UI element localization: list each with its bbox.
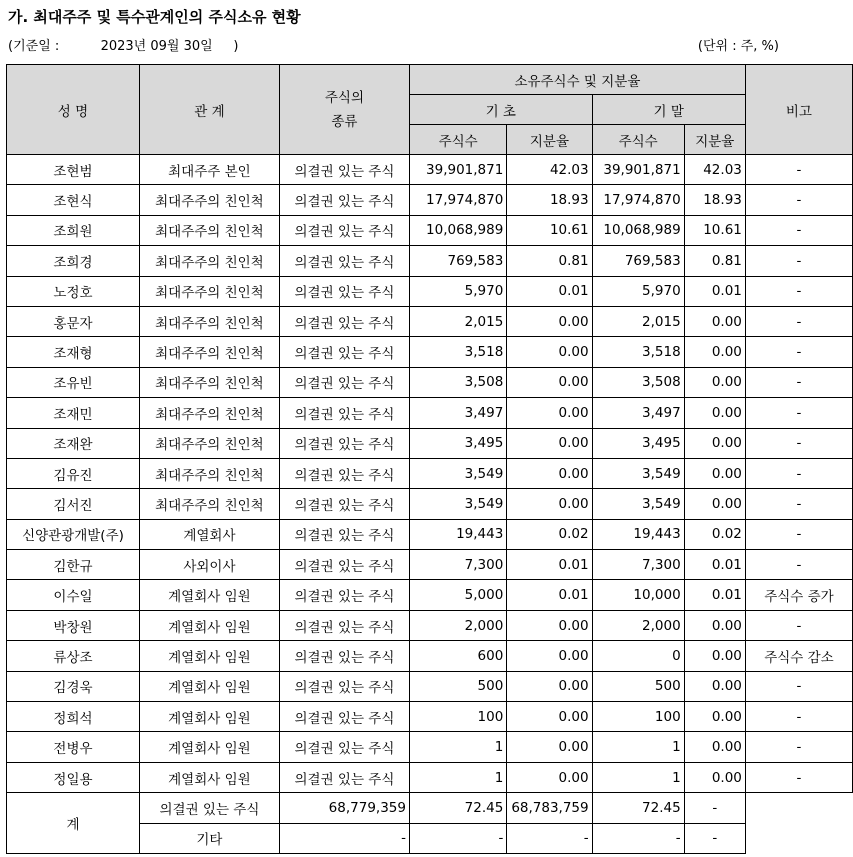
row-note: - (745, 246, 852, 276)
row-end-ratio: 0.01 (684, 580, 745, 610)
row-relation: 최대주주의 친인척 (139, 428, 279, 458)
row-name: 홍문자 (7, 306, 140, 336)
total-end-ratio: - (592, 823, 684, 853)
row-end-ratio: 0.01 (684, 276, 745, 306)
total-note: - (684, 823, 745, 853)
table-row (7, 246, 853, 276)
row-end-shares: 17,974,870 (592, 185, 684, 215)
base-date-label: (기준일 : (8, 39, 60, 54)
header-begin-ratio: 지분율 (507, 125, 592, 155)
row-note: - (745, 337, 852, 367)
row-end-shares: 10,068,989 (592, 215, 684, 245)
row-stock-type: 의결권 있는 주식 (279, 732, 409, 762)
row-stock-type: 의결권 있는 주식 (279, 337, 409, 367)
row-end-shares: 39,901,871 (592, 155, 684, 185)
table-row (7, 306, 853, 336)
row-stock-type: 의결권 있는 주식 (279, 702, 409, 732)
header-begin-shares: 주식수 (409, 125, 506, 155)
header-relation: 관 계 (139, 65, 279, 155)
row-note: - (745, 489, 852, 519)
row-end-ratio: 18.93 (684, 185, 745, 215)
row-begin-shares: 1 (409, 762, 506, 792)
row-name: 조현식 (7, 185, 140, 215)
row-stock-type: 의결권 있는 주식 (279, 762, 409, 792)
table-row (7, 489, 853, 519)
table-row (7, 428, 853, 458)
row-note: - (745, 762, 852, 792)
header-begin: 기 초 (409, 95, 592, 125)
row-begin-shares: 5,000 (409, 580, 506, 610)
row-note: 주식수 증가 (745, 580, 852, 610)
row-end-ratio: 0.02 (684, 519, 745, 549)
page-title: 가. 최대주주 및 특수관계인의 주식소유 현황 (8, 8, 301, 26)
row-begin-shares: 3,549 (409, 458, 506, 488)
table-row (7, 458, 853, 488)
row-note: - (745, 671, 852, 701)
total-end-ratio: 72.45 (592, 793, 684, 823)
unit-label: (단위 : 주, %) (697, 39, 779, 54)
row-stock-type: 의결권 있는 주식 (279, 398, 409, 428)
row-begin-shares: 7,300 (409, 550, 506, 580)
row-begin-shares: 3,495 (409, 428, 506, 458)
row-stock-type: 의결권 있는 주식 (279, 458, 409, 488)
row-relation: 계열회사 임원 (139, 641, 279, 671)
row-begin-ratio: 0.00 (507, 732, 592, 762)
row-end-shares: 2,000 (592, 610, 684, 640)
row-begin-shares: 769,583 (409, 246, 506, 276)
row-note: - (745, 398, 852, 428)
row-relation: 사외이사 (139, 550, 279, 580)
row-begin-ratio: 0.00 (507, 337, 592, 367)
row-relation: 계열회사 임원 (139, 702, 279, 732)
row-begin-shares: 3,497 (409, 398, 506, 428)
row-relation: 계열회사 임원 (139, 610, 279, 640)
row-name: 조재민 (7, 398, 140, 428)
row-end-shares: 100 (592, 702, 684, 732)
row-name: 조현범 (7, 155, 140, 185)
row-name: 신양관광개발(주) (7, 519, 140, 549)
row-begin-ratio: 0.00 (507, 489, 592, 519)
table-row (7, 337, 853, 367)
row-begin-ratio: 0.00 (507, 306, 592, 336)
total-end-shares: 68,783,759 (507, 793, 592, 823)
row-begin-shares: 19,443 (409, 519, 506, 549)
row-note: - (745, 702, 852, 732)
header-end-shares: 주식수 (592, 125, 684, 155)
header-end: 기 말 (592, 95, 745, 125)
row-name: 이수일 (7, 580, 140, 610)
row-relation: 계열회사 (139, 519, 279, 549)
row-end-shares: 3,518 (592, 337, 684, 367)
row-note: - (745, 215, 852, 245)
row-begin-shares: 1 (409, 732, 506, 762)
row-begin-shares: 100 (409, 702, 506, 732)
row-relation: 계열회사 임원 (139, 580, 279, 610)
row-note: - (745, 610, 852, 640)
row-note: - (745, 519, 852, 549)
row-relation: 최대주주의 친인척 (139, 489, 279, 519)
row-stock-type: 의결권 있는 주식 (279, 580, 409, 610)
row-stock-type: 의결권 있는 주식 (279, 185, 409, 215)
row-end-shares: 3,508 (592, 367, 684, 397)
row-end-ratio: 0.00 (684, 306, 745, 336)
row-note: - (745, 185, 852, 215)
shareholding-table (6, 64, 853, 854)
row-begin-shares: 3,549 (409, 489, 506, 519)
row-name: 김서진 (7, 489, 140, 519)
row-end-shares: 0 (592, 641, 684, 671)
row-begin-shares: 3,508 (409, 367, 506, 397)
row-note: - (745, 276, 852, 306)
row-stock-type: 의결권 있는 주식 (279, 428, 409, 458)
total-note: - (684, 793, 745, 823)
row-begin-ratio: 0.00 (507, 428, 592, 458)
row-name: 조희원 (7, 215, 140, 245)
row-begin-shares: 600 (409, 641, 506, 671)
row-end-ratio: 0.00 (684, 458, 745, 488)
row-end-ratio: 0.01 (684, 550, 745, 580)
row-stock-type: 의결권 있는 주식 (279, 519, 409, 549)
row-stock-type: 의결권 있는 주식 (279, 641, 409, 671)
row-note: - (745, 428, 852, 458)
table-row (7, 155, 853, 185)
row-begin-ratio: 0.01 (507, 580, 592, 610)
row-end-ratio: 0.00 (684, 398, 745, 428)
header-holdings: 소유주식수 및 지분율 (409, 65, 745, 95)
row-end-ratio: 0.00 (684, 337, 745, 367)
row-end-shares: 3,549 (592, 458, 684, 488)
row-end-ratio: 42.03 (684, 155, 745, 185)
table-row (7, 215, 853, 245)
row-begin-shares: 39,901,871 (409, 155, 506, 185)
table-row (7, 610, 853, 640)
row-stock-type: 의결권 있는 주식 (279, 671, 409, 701)
row-end-shares: 10,000 (592, 580, 684, 610)
row-begin-ratio: 0.00 (507, 671, 592, 701)
row-begin-ratio: 0.00 (507, 367, 592, 397)
table-body (7, 155, 853, 854)
total-type: 의결권 있는 주식 (139, 793, 279, 823)
row-begin-ratio: 0.81 (507, 246, 592, 276)
total-begin-ratio: - (409, 823, 506, 853)
row-end-ratio: 0.00 (684, 489, 745, 519)
row-stock-type: 의결권 있는 주식 (279, 550, 409, 580)
row-name: 김유진 (7, 458, 140, 488)
row-end-ratio: 0.00 (684, 702, 745, 732)
row-relation: 최대주주의 친인척 (139, 246, 279, 276)
row-name: 정희석 (7, 702, 140, 732)
row-begin-ratio: 0.02 (507, 519, 592, 549)
total-begin-shares: 68,779,359 (279, 793, 409, 823)
row-stock-type: 의결권 있는 주식 (279, 155, 409, 185)
table-row (7, 732, 853, 762)
row-relation: 최대주주의 친인척 (139, 306, 279, 336)
row-begin-shares: 2,015 (409, 306, 506, 336)
row-relation: 최대주주의 친인척 (139, 458, 279, 488)
row-end-ratio: 0.00 (684, 641, 745, 671)
header-note: 비고 (745, 65, 852, 155)
row-end-shares: 3,549 (592, 489, 684, 519)
table-row (7, 398, 853, 428)
row-begin-shares: 3,518 (409, 337, 506, 367)
table-row (7, 367, 853, 397)
row-begin-ratio: 0.01 (507, 550, 592, 580)
row-name: 정일용 (7, 762, 140, 792)
row-end-shares: 769,583 (592, 246, 684, 276)
row-end-ratio: 0.81 (684, 246, 745, 276)
row-end-shares: 7,300 (592, 550, 684, 580)
row-end-shares: 3,495 (592, 428, 684, 458)
row-stock-type: 의결권 있는 주식 (279, 215, 409, 245)
row-end-ratio: 0.00 (684, 762, 745, 792)
row-end-ratio: 0.00 (684, 367, 745, 397)
row-begin-shares: 2,000 (409, 610, 506, 640)
total-begin-ratio: 72.45 (409, 793, 506, 823)
row-name: 김경욱 (7, 671, 140, 701)
base-date-close: ) (233, 39, 239, 54)
row-note: - (745, 306, 852, 336)
row-begin-ratio: 0.00 (507, 702, 592, 732)
row-relation: 최대주주의 친인척 (139, 215, 279, 245)
table-row (7, 671, 853, 701)
row-begin-ratio: 0.00 (507, 610, 592, 640)
row-end-shares: 1 (592, 732, 684, 762)
table-row (7, 641, 853, 671)
total-end-shares: - (507, 823, 592, 853)
row-end-ratio: 0.00 (684, 428, 745, 458)
row-begin-ratio: 0.00 (507, 398, 592, 428)
row-name: 류상조 (7, 641, 140, 671)
row-stock-type: 의결권 있는 주식 (279, 367, 409, 397)
row-name: 조희경 (7, 246, 140, 276)
row-begin-ratio: 0.00 (507, 458, 592, 488)
row-begin-ratio: 0.01 (507, 276, 592, 306)
row-stock-type: 의결권 있는 주식 (279, 489, 409, 519)
row-relation: 계열회사 임원 (139, 732, 279, 762)
table-row (7, 702, 853, 732)
row-begin-shares: 5,970 (409, 276, 506, 306)
row-stock-type: 의결권 있는 주식 (279, 246, 409, 276)
row-relation: 계열회사 임원 (139, 762, 279, 792)
row-note: - (745, 155, 852, 185)
header-name: 성 명 (7, 65, 140, 155)
row-end-ratio: 0.00 (684, 732, 745, 762)
row-stock-type: 의결권 있는 주식 (279, 306, 409, 336)
row-note: 주식수 감소 (745, 641, 852, 671)
row-note: - (745, 367, 852, 397)
row-end-shares: 5,970 (592, 276, 684, 306)
table-row (7, 580, 853, 610)
row-begin-ratio: 0.00 (507, 641, 592, 671)
row-name: 조재형 (7, 337, 140, 367)
base-date (8, 35, 238, 54)
row-name: 노정호 (7, 276, 140, 306)
row-name: 조유빈 (7, 367, 140, 397)
row-relation: 최대주주의 친인척 (139, 185, 279, 215)
total-begin-shares: - (279, 823, 409, 853)
table-row (7, 762, 853, 792)
total-row (7, 793, 853, 823)
row-end-ratio: 0.00 (684, 671, 745, 701)
table-row (7, 519, 853, 549)
row-begin-shares: 17,974,870 (409, 185, 506, 215)
header-stock-type: 주식의 종류 (279, 65, 409, 155)
row-begin-ratio: 10.61 (507, 215, 592, 245)
base-date-value: 2023년 09월 30일 (100, 39, 213, 54)
header-end-ratio: 지분율 (684, 125, 745, 155)
row-name: 김한규 (7, 550, 140, 580)
row-end-shares: 19,443 (592, 519, 684, 549)
row-end-shares: 500 (592, 671, 684, 701)
row-end-shares: 3,497 (592, 398, 684, 428)
row-begin-ratio: 42.03 (507, 155, 592, 185)
row-relation: 최대주주의 친인척 (139, 276, 279, 306)
row-note: - (745, 458, 852, 488)
row-end-ratio: 10.61 (684, 215, 745, 245)
row-relation: 최대주주의 친인척 (139, 398, 279, 428)
row-relation: 최대주주 본인 (139, 155, 279, 185)
row-end-ratio: 0.00 (684, 610, 745, 640)
row-begin-ratio: 0.00 (507, 762, 592, 792)
row-name: 전병우 (7, 732, 140, 762)
row-begin-ratio: 18.93 (507, 185, 592, 215)
table-row (7, 550, 853, 580)
total-type: 기타 (139, 823, 279, 853)
total-label: 계 (7, 793, 140, 854)
table-row (7, 185, 853, 215)
row-name: 박창원 (7, 610, 140, 640)
row-begin-shares: 10,068,989 (409, 215, 506, 245)
row-stock-type: 의결권 있는 주식 (279, 610, 409, 640)
row-end-shares: 1 (592, 762, 684, 792)
row-relation: 계열회사 임원 (139, 671, 279, 701)
row-note: - (745, 732, 852, 762)
row-relation: 최대주주의 친인척 (139, 337, 279, 367)
row-name: 조재완 (7, 428, 140, 458)
row-note: - (745, 550, 852, 580)
row-end-shares: 2,015 (592, 306, 684, 336)
row-relation: 최대주주의 친인척 (139, 367, 279, 397)
row-begin-shares: 500 (409, 671, 506, 701)
table-row (7, 276, 853, 306)
row-stock-type: 의결권 있는 주식 (279, 276, 409, 306)
